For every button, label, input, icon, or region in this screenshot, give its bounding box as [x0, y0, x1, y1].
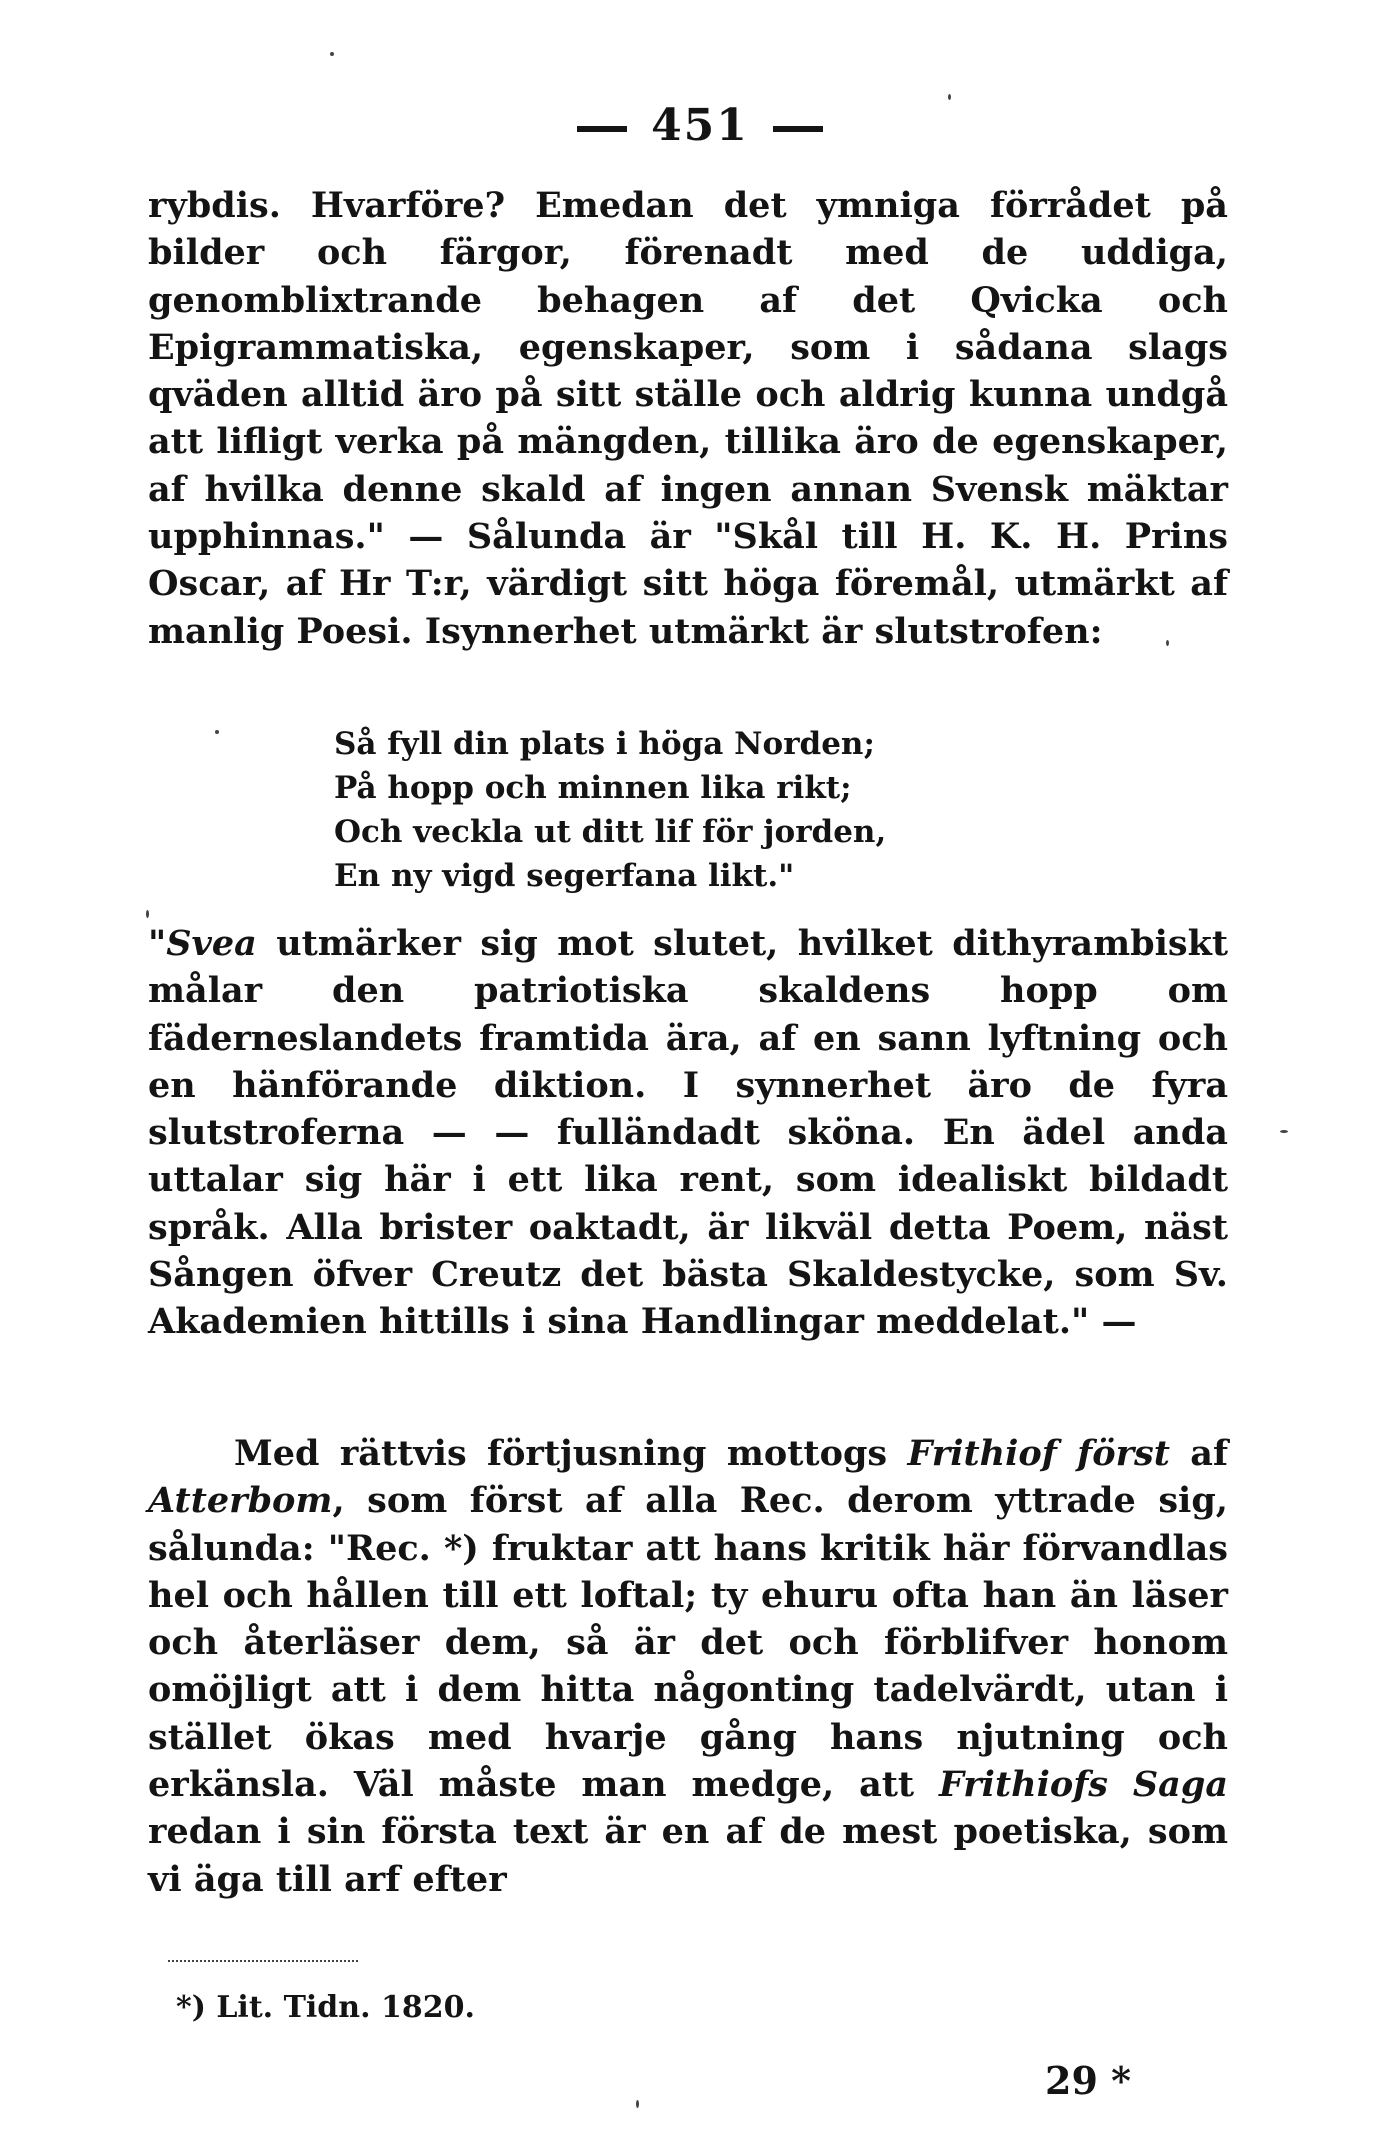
- header-dash-left: [577, 126, 627, 132]
- italic-title-frithiofs-saga: Frithiofs Saga: [939, 1764, 1228, 1806]
- italic-name-atterbom: Atterbom: [148, 1480, 333, 1522]
- print-speck: [330, 52, 334, 56]
- page-header: [0, 100, 1400, 151]
- poem-line: Och veckla ut ditt lif för jorden,: [334, 814, 887, 850]
- printer-signature: 29 *: [1045, 2058, 1131, 2103]
- print-speck: [146, 910, 149, 918]
- italic-title-frithiof-forst: Frithiof först: [907, 1433, 1170, 1474]
- paragraph-3-text: , som först af alla Rec. derom yttrade sig, sålunda: "Rec. *) fruktar att hans kritik här förvandlas hel och hållen till ett loftal; ty ehuru ofta han än läser och återläser dem, så är det och förblifver honom omöjligt att i dem hitta någonting tadelvärdt, utan i stället ökas med hvarje gång hans njutning och erkänsla. Väl måste man medge, att: [148, 1480, 1228, 1806]
- italic-title-svea: "Svea: [148, 923, 257, 964]
- footnote: *) Lit. Tidn. 1820.: [176, 1990, 475, 2025]
- header-dash-right: [773, 126, 823, 132]
- paragraph-3-text: Med rättvis förtjusning mottogs: [234, 1433, 908, 1474]
- print-speck: [636, 2100, 639, 2108]
- paragraph-1: rybdis. Hvarföre? Emedan det ymniga förrådet på bilder och färgor, förenadt med de uddiga, genomblixtrande behagen af det Qvicka och Epigrammatiska, egenskaper, som i sådana slags qväden alltid äro på sitt ställe och aldrig kunna undgå att lifligt verka på mängden, tillika äro de egenskaper, af hvilka denne skald af ingen annan Svensk mäktar upphinnas." — Sålunda är "Skål till H. K. H. Prins Oscar, af Hr T:r, värdigt sitt höga föremål, utmärkt af manlig Poesi. Isynnerhet utmärkt är slutstrofen:: [148, 185, 1228, 652]
- paragraph-3-text: af: [1169, 1433, 1229, 1474]
- print-speck: [1166, 640, 1169, 646]
- poem-line: Så fyll din plats i höga Norden;: [334, 726, 875, 762]
- paragraph-3-text: redan i sin första text är en af de mest poetiska, som vi äga till arf efter: [148, 1811, 1228, 1900]
- poem-stanza: [334, 722, 886, 898]
- print-speck: [948, 94, 951, 100]
- page-number: 451: [651, 100, 749, 151]
- print-speck: [1280, 1130, 1288, 1133]
- poem-line: På hopp och minnen lika rikt;: [334, 770, 852, 806]
- print-speck: [215, 730, 219, 734]
- poem-line: En ny vigd segerfana likt.": [334, 858, 795, 894]
- paragraph-2: [148, 920, 1228, 1346]
- paragraph-3: [148, 1430, 1228, 1903]
- paragraph-2-text: utmärker sig mot slutet, hvilket dithyrambiskt målar den patriotiska skaldens hopp om fäderneslandets framtida ära, af en sann lyftning och en hänförande diktion. I synnerhet äro de fyra slutstroferna — — fulländadt sköna. En ädel anda uttalar sig här i ett lika rent, som idealiskt bildadt språk. Alla brister oaktadt, är likväl detta Poem, näst Sången öfver Creutz det bästa Skaldestycke, som Sv. Akademien hittills i sina Handlingar meddelat." —: [148, 923, 1228, 1343]
- footnote-divider: [168, 1960, 358, 1962]
